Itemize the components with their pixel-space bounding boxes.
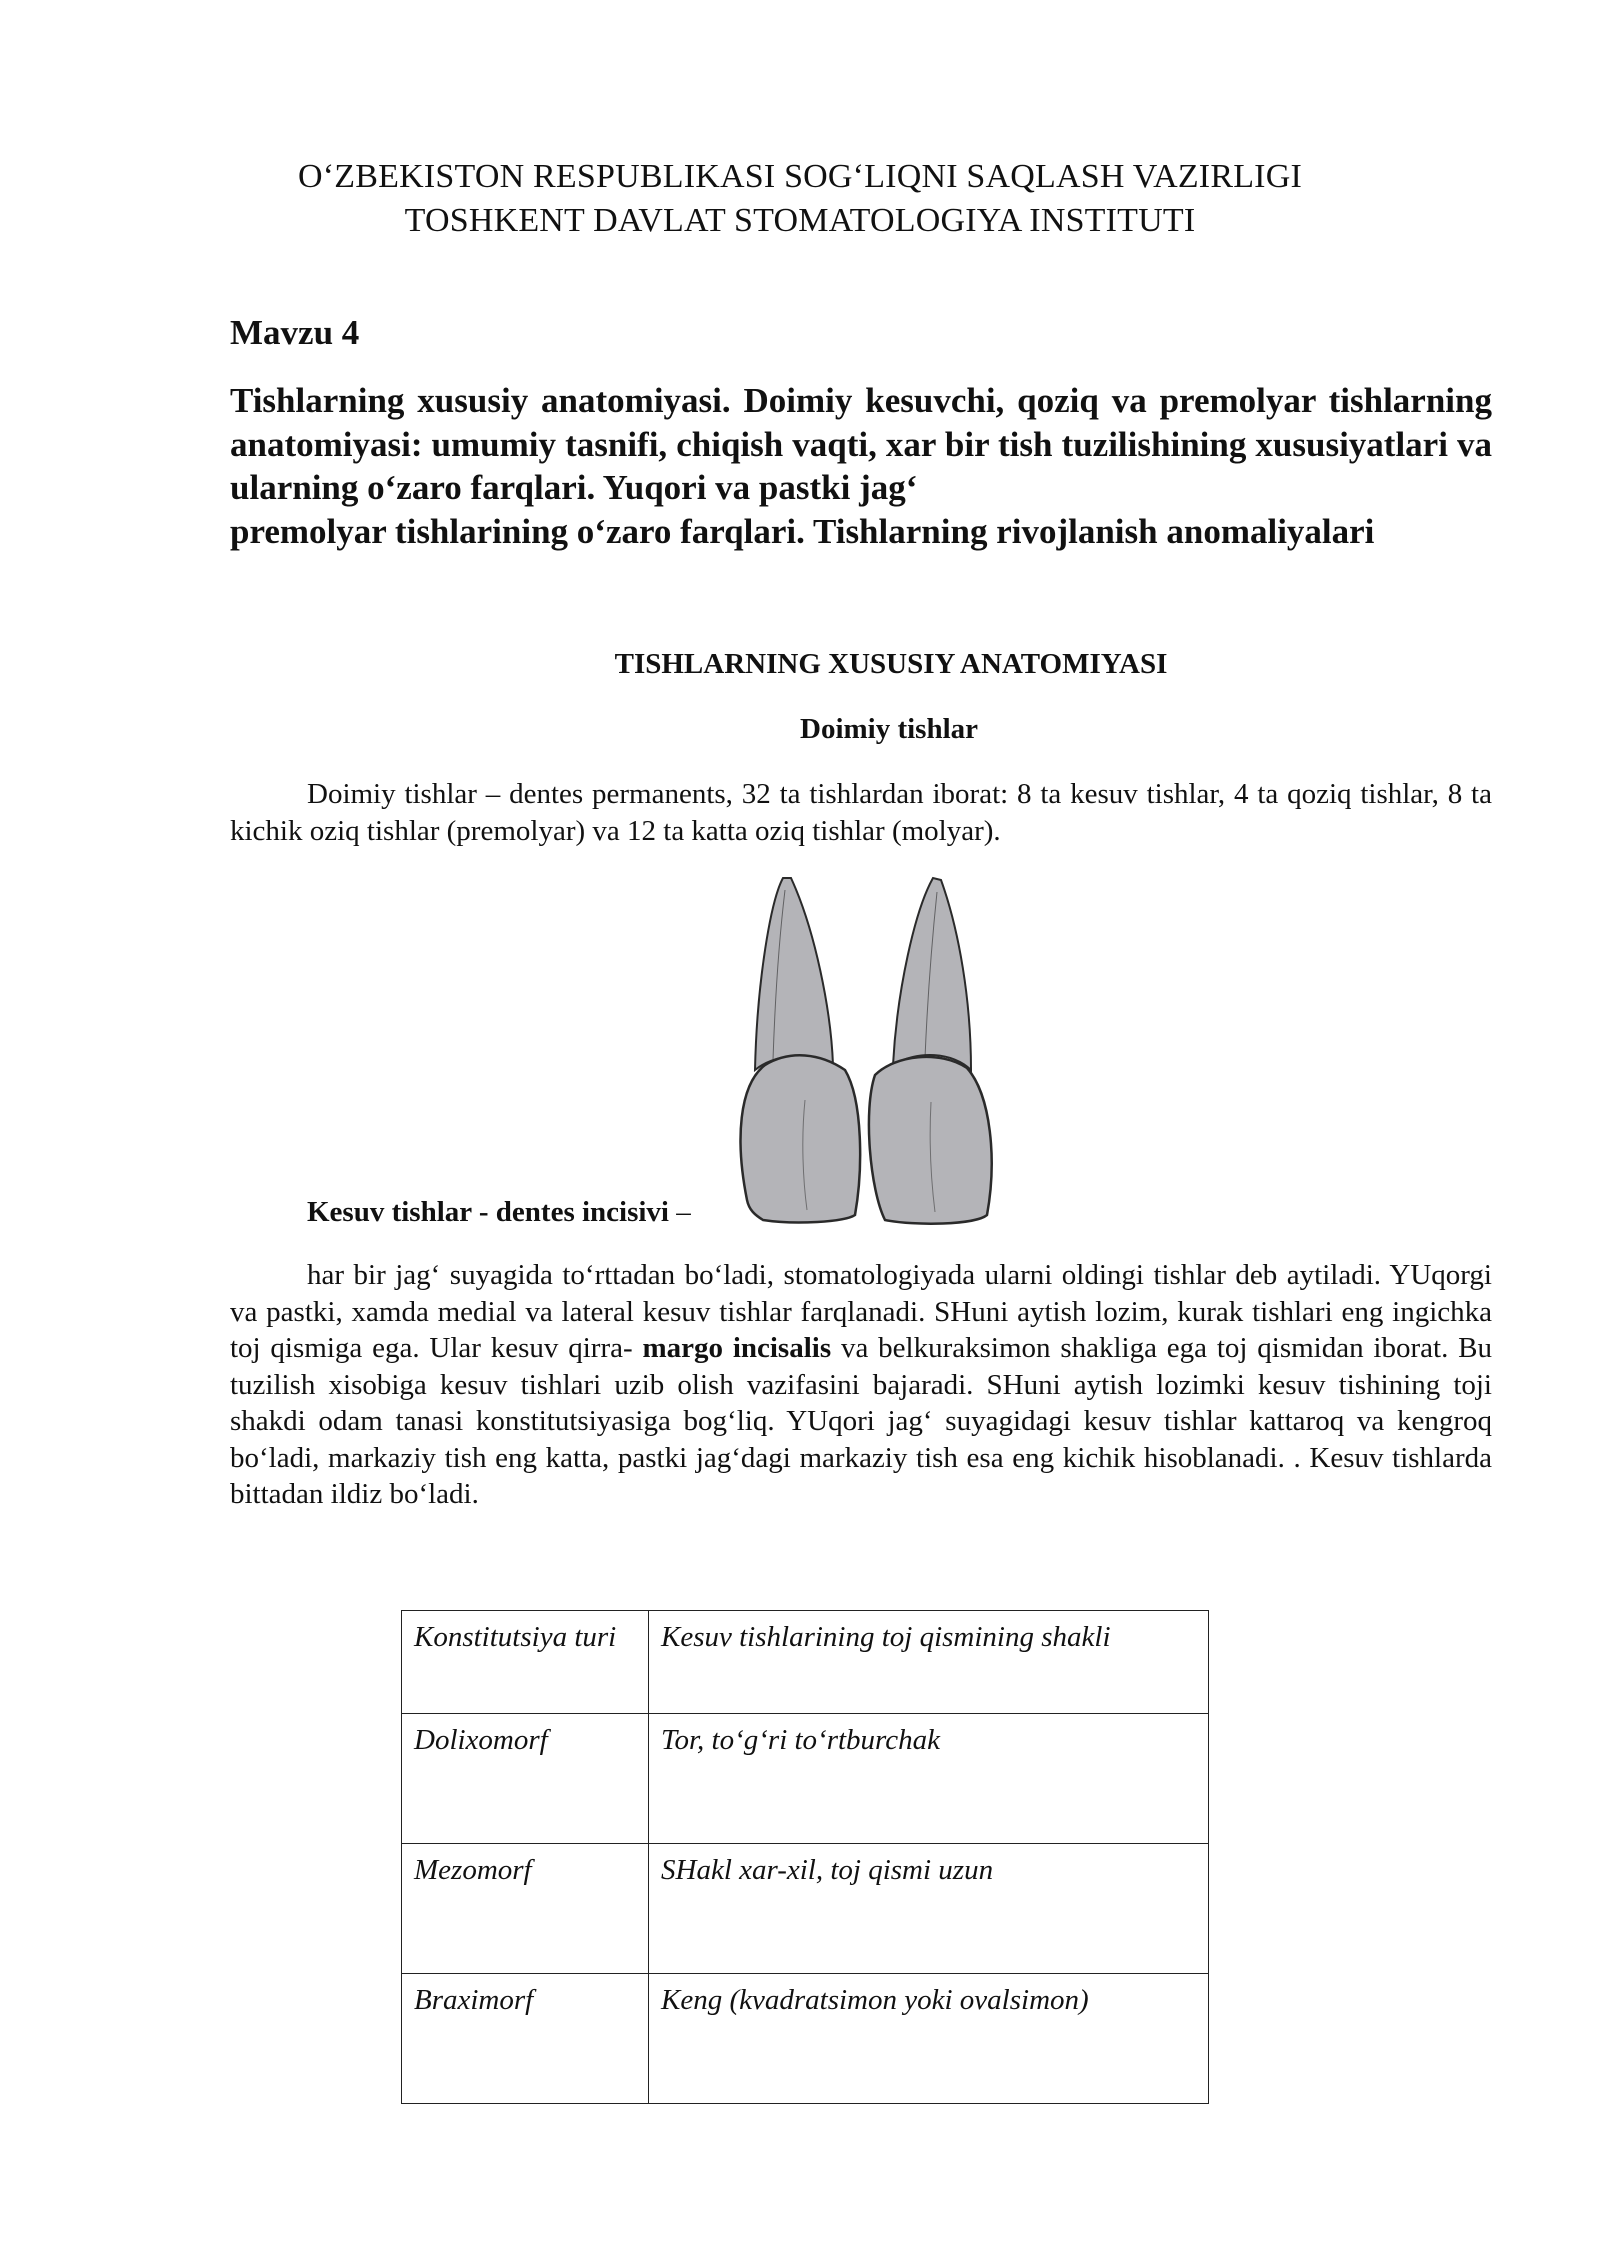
table-cell: Mezomorf <box>402 1844 649 1974</box>
incisor-teeth-illustration <box>735 870 995 1230</box>
incisors-paragraph <box>230 1257 1492 1513</box>
table-cell: Keng (kvadratsimon yoki ovalsimon) <box>649 1974 1209 2104</box>
table-row <box>402 1974 1209 2104</box>
table-row <box>402 1714 1209 1844</box>
incisors-label-bold: Kesuv tishlar - dentes incisivi <box>307 1196 669 1228</box>
topic-label: Mavzu 4 <box>230 313 360 352</box>
incisors-label <box>307 1196 691 1229</box>
topic-title-main: Tishlarning xususiy anatomiyasi. Doimiy kesuvchi, qoziq va premolyar tishlarning anatomiyasi: umumiy tasnifi, chiqish vaqti, xar bir tish tuzilishining xususiyatlari va ularning o‘zaro farqlari. Yuqori va pastki jag‘ <box>230 381 1492 507</box>
incisors-text-before: har bir jag‘ suyagida to‘rttadan bo‘ladi, stomatologiyada ularni oldingi tishlar deb aytiladi. YUqorgi va pastki, xamda medial va lateral kesuv tishlar farqlanadi. SHuni aytish lozim, kurak tishlari eng ingichka toj qismiga ega. Ular kesuv qirra- <box>230 1259 1492 1364</box>
intro-paragraph: Doimiy tishlar – dentes permanents, 32 ta tishlardan iborat: 8 ta kesuv tishlar, 4 ta qoziq tishlar, 8 ta kichik oziq tishlar (premolyar) va 12 ta katta oziq tishlar (molyar). <box>230 778 1492 847</box>
table-cell: SHakl xar-xil, toj qismi uzun <box>649 1844 1209 1974</box>
table-cell: Braximorf <box>402 1974 649 2104</box>
section-title: TISHLARNING XUSUSIY ANATOMIYASI <box>614 648 1168 680</box>
table-row <box>402 1844 1209 1974</box>
left-incisor-tooth-icon <box>741 878 861 1222</box>
constitution-table <box>401 1610 1209 2104</box>
incisors-text-after: va belkuraksimon shakliga ega toj qismidan iborat. Bu tuzilish xisobiga kesuv tishlari uzib olish vazifasini bajaradi. SHuni aytish lozimki kesuv tishining toji shakdi odam tanasi konstitutsiyasiga bog‘liq. YUqori jag‘ suyagidagi kesuv tishlar kattaroq va kengroq bo‘ladi, markaziy tish eng katta, pastki jag‘dagi markaziy tish esa eng kichik hisoblanadi. . Kesuv tishlarda bittadan ildiz bo‘ladi. <box>230 1332 1492 1510</box>
table-cell: Tor, to‘g‘ri to‘rtburchak <box>649 1714 1209 1844</box>
table-header-row <box>402 1611 1209 1714</box>
table-header-cell: Konstitutsiya turi <box>402 1611 649 1714</box>
incisors-label-dash: – <box>669 1196 691 1228</box>
ministry-header: O‘ZBEKISTON RESPUBLIKASI SOG‘LIQNI SAQLASH VAZIRLIGI <box>298 158 1302 195</box>
section-subtitle: Doimiy tishlar <box>800 713 979 745</box>
right-incisor-tooth-icon <box>869 878 992 1224</box>
margo-incisalis-term: margo incisalis <box>642 1332 832 1364</box>
topic-title-last-line: premolyar tishlarining o‘zaro farqlari. Tishlarning rivojlanish anomaliyalari <box>230 511 1375 551</box>
table-cell: Dolixomorf <box>402 1714 649 1844</box>
table-header-cell: Kesuv tishlarining toj qismining shakli <box>649 1611 1209 1714</box>
topic-title <box>230 379 1492 553</box>
institute-header: TOSHKENT DAVLAT STOMATOLOGIYA INSTITUTI <box>404 202 1196 239</box>
